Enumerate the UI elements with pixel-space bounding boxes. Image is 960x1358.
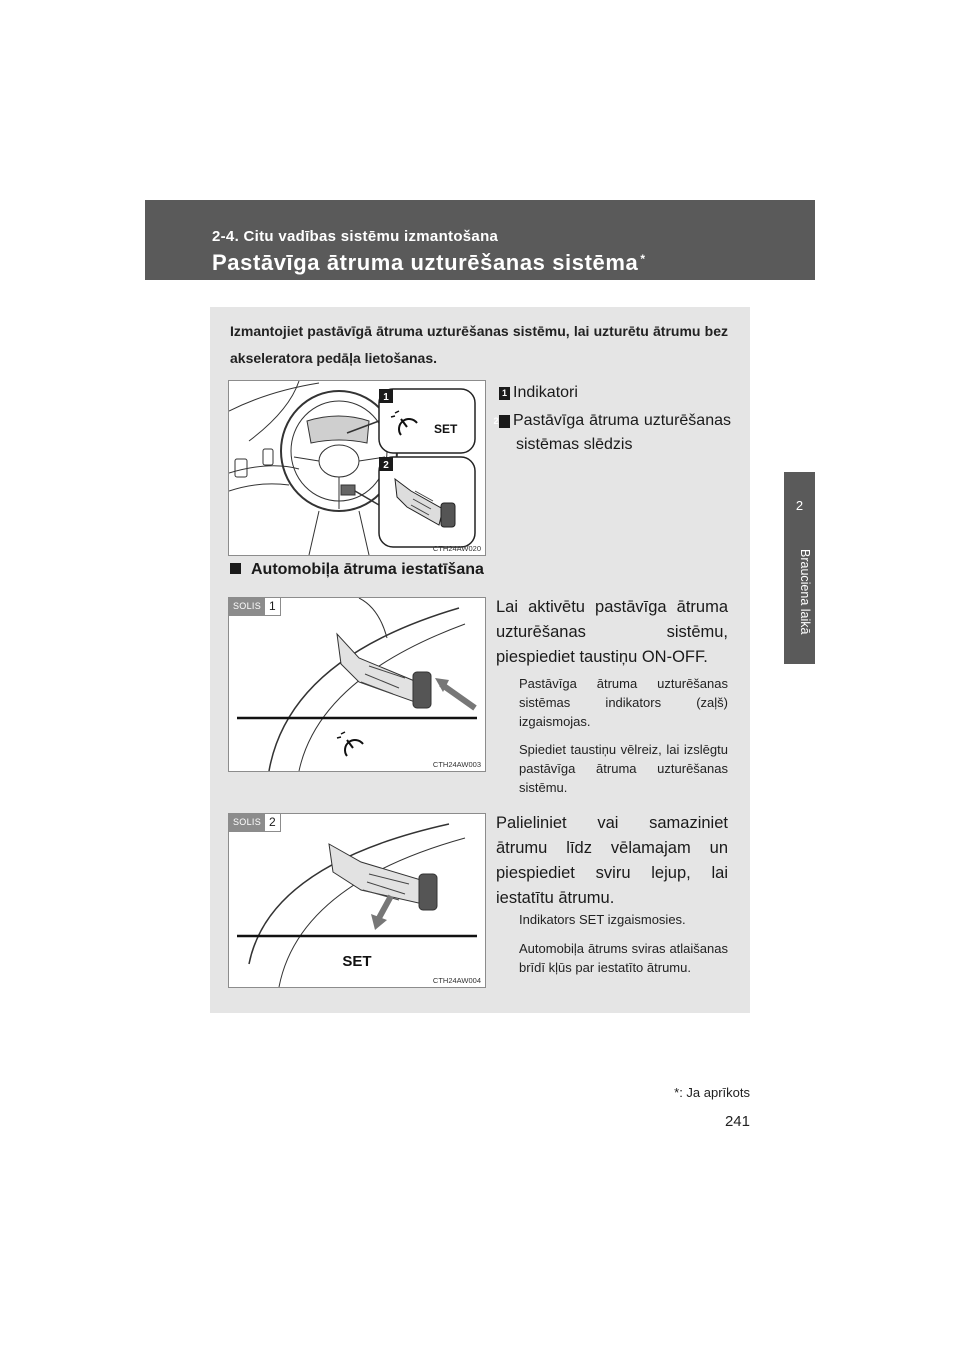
callout-2-number: 2 bbox=[383, 460, 389, 471]
step-number: 1 bbox=[265, 598, 280, 615]
legend-item bbox=[493, 409, 731, 457]
press-arrow-icon bbox=[441, 684, 475, 708]
figure-code: CTH24AW020 bbox=[432, 544, 481, 553]
overview-figure bbox=[228, 380, 486, 556]
dashboard-illustration bbox=[229, 381, 485, 555]
legend-number-badge: 2 bbox=[499, 415, 510, 428]
figure-code: CTH24AW004 bbox=[432, 976, 481, 985]
page-title-text: Pastāvīga ātruma uzturēšanas sistēma bbox=[212, 250, 639, 275]
legend-item bbox=[499, 381, 731, 405]
page-title bbox=[212, 250, 646, 276]
step-2-instruction: Palieliniet vai samaziniet ātrumu līdz vēlamajam un piespiediet sviru lejup, lai iestatītu ātrumu. bbox=[496, 814, 728, 907]
square-bullet-icon bbox=[230, 563, 241, 574]
callout-1-number: 1 bbox=[383, 392, 389, 403]
step-label: SOLIS bbox=[229, 814, 265, 831]
set-indicator-label: SET bbox=[434, 422, 458, 436]
lever-down-illustration bbox=[229, 814, 485, 987]
push-down-arrow-icon bbox=[379, 896, 391, 918]
title-footnote-mark: * bbox=[640, 252, 646, 266]
step-2-note: Automobiļa ātrums sviras atlaišanas brīdī kļūs par iestatīto ātrumu. bbox=[519, 941, 728, 975]
step-1-instruction: Lai aktivētu pastāvīga ātruma uzturēšanas sistēmu, piespiediet taustiņu ON-OFF. bbox=[496, 598, 728, 666]
chapter-label: Brauciena laikā bbox=[798, 549, 812, 635]
step-number: 2 bbox=[265, 814, 280, 831]
footnote bbox=[600, 1085, 750, 1100]
page-number: 241 bbox=[724, 1113, 750, 1130]
step-1-figure bbox=[228, 597, 486, 772]
step-1-note: Pastāvīga ātruma uzturēšanas sistēmas indikators (zaļš) izgaismojas. bbox=[519, 676, 728, 729]
step-2-figure bbox=[228, 813, 486, 988]
step-badge bbox=[229, 814, 281, 832]
subsection-heading-text: Automobiļa ātruma iestatīšana bbox=[251, 561, 484, 578]
overview-legend bbox=[493, 381, 731, 457]
figure-code: CTH24AW003 bbox=[432, 760, 481, 769]
chapter-number: 2 bbox=[795, 498, 804, 513]
intro-text: Izmantojiet pastāvīgā ātruma uzturēšanas sistēmu, lai uzturētu ātrumu bez akseleratora pedāļa lietošanas. bbox=[230, 323, 728, 366]
footnote-text: : Ja aprīkots bbox=[679, 1085, 750, 1100]
section-label: 2-4. Citu vadības sistēmu izmantošana bbox=[212, 228, 499, 245]
set-indicator-label: SET bbox=[342, 953, 372, 970]
step-2-note: Indikators SET izgaismosies. bbox=[519, 912, 686, 927]
step-label: SOLIS bbox=[229, 598, 265, 615]
step-badge bbox=[229, 598, 281, 616]
lever-press-illustration bbox=[229, 598, 485, 771]
legend-text: Pastāvīga ātruma uzturēšanas sistēmas slēdzis bbox=[513, 412, 731, 453]
cruise-indicator-icon bbox=[337, 732, 363, 756]
legend-text: Indikatori bbox=[513, 384, 578, 401]
legend-number-badge: 1 bbox=[499, 387, 510, 400]
subsection-heading bbox=[230, 561, 484, 579]
step-1-note: Spiediet taustiņu vēlreiz, lai izslēgtu pastāvīga ātruma uzturēšanas sistēmu. bbox=[519, 742, 728, 795]
footnote-mark: * bbox=[674, 1085, 680, 1100]
